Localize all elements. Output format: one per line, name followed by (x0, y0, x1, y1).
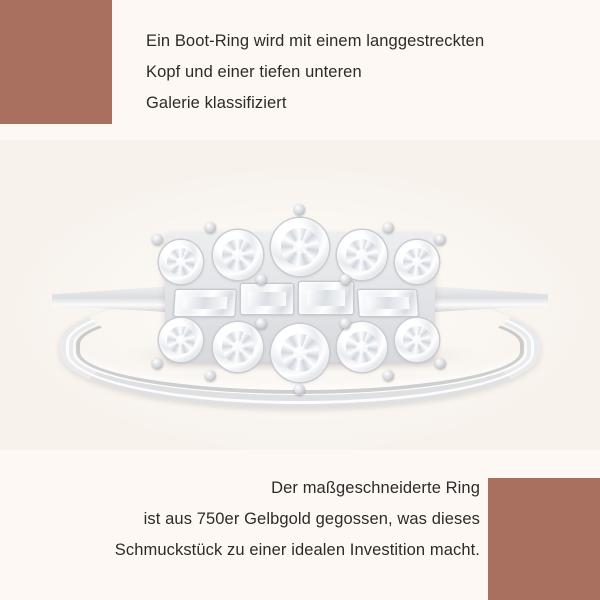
decorative-block-bottom-right (488, 478, 600, 600)
diamond-round (213, 230, 263, 280)
diamond-round (395, 240, 439, 284)
diamond-baguette-center (299, 282, 353, 314)
prong (294, 204, 305, 215)
caption-bottom-line-3: Schmuckstück zu einer idealen Investition macht. (114, 541, 480, 559)
diamond-baguette (174, 290, 236, 316)
caption-bottom-line-2: ist aus 750er Gelbgold gegossen, was dieses (143, 510, 480, 528)
prong (205, 370, 216, 381)
caption-bottom-line-1: Der maßgeschneiderte Ring (271, 479, 480, 497)
prong (205, 222, 216, 233)
prong (256, 274, 267, 285)
prong (152, 358, 163, 369)
diamond-round-center-top (271, 218, 329, 276)
prong (435, 358, 446, 369)
diamond-cluster-head (143, 178, 457, 418)
prong (383, 370, 394, 381)
decorative-block-top-left (0, 0, 112, 124)
caption-top (146, 26, 576, 119)
caption-bottom (10, 473, 480, 566)
prong (340, 318, 351, 329)
caption-top-line-3: Galerie klassifiziert (146, 94, 287, 112)
diamond-round (337, 322, 387, 372)
ring-photograph (0, 140, 600, 450)
prong (383, 222, 394, 233)
diamond-round (337, 230, 387, 280)
prong (340, 274, 351, 285)
prong (256, 318, 267, 329)
diamond-round-center-bottom (271, 324, 329, 382)
diamond-round (395, 318, 439, 362)
diamond-baguette (241, 284, 293, 314)
prong (294, 384, 305, 395)
diamond-round (213, 322, 263, 372)
diamond-round (159, 318, 203, 362)
caption-top-line-1: Ein Boot-Ring wird mit einem langgestreckten (146, 32, 485, 50)
diamond-round (159, 240, 203, 284)
prong (152, 234, 163, 245)
prong (435, 234, 446, 245)
diamond-baguette (358, 290, 418, 316)
caption-top-line-2: Kopf und einer tiefen unteren (146, 63, 362, 81)
